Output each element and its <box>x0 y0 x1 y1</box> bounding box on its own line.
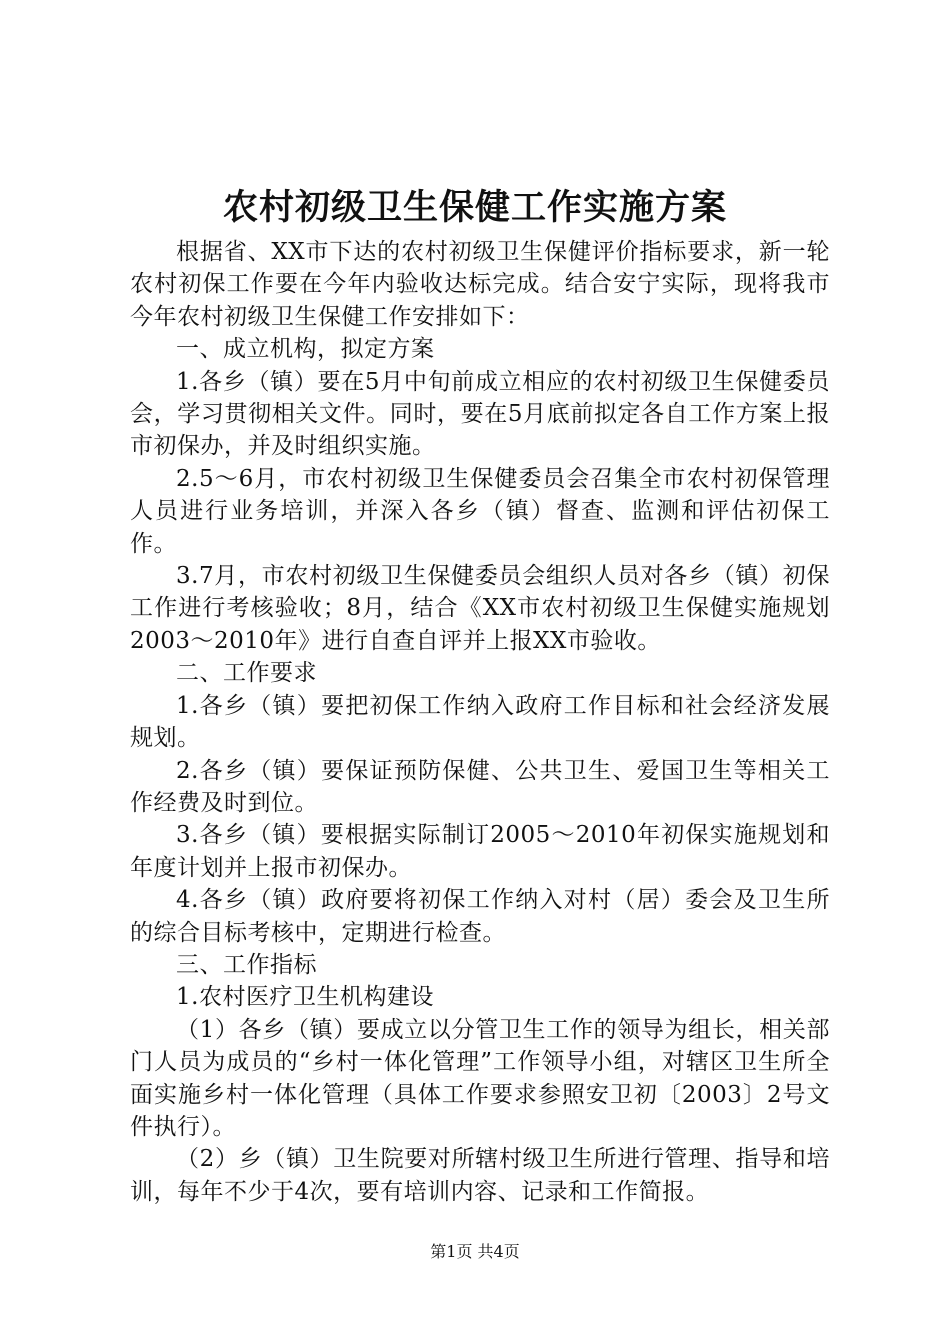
document-body <box>130 236 830 1208</box>
document-title: 农村初级卫生保健工作实施方案 <box>222 187 727 228</box>
paragraph-2-2: 2.各乡（镇）要保证预防保健、公共卫生、爱国卫生等相关工作经费及时到位。 <box>130 757 830 816</box>
paragraph-2-1: 1.各乡（镇）要把初保工作纳入政府工作目标和社会经济发展规划。 <box>130 692 830 752</box>
paragraph-2-4: 4.各乡（镇）政府要将初保工作纳入对村（居）委会及卫生所的综合目标考核中，定期进行检查。 <box>130 887 830 946</box>
subsection-heading-3-1: 1.农村医疗卫生机构建设 <box>176 984 434 1011</box>
paragraph-1-2: 2.5～6月，市农村初级卫生保健委员会召集全市农村初保管理人员进行业务培训，并深入各乡（镇）督查、监测和评估初保工作。 <box>130 465 830 557</box>
paragraph-2-3: 3.各乡（镇）要根据实际制订2005～2010年初保实施规划和年度计划并上报市初保办。 <box>130 822 830 881</box>
section-heading-3: 三、工作指标 <box>176 951 317 978</box>
paragraph-intro: 根据省、XX市下达的农村初级卫生保健评价指标要求，新一轮农村初保工作要在今年内验收达标完成。结合安宁实际，现将我市今年农村初级卫生保健工作安排如下： <box>130 239 830 330</box>
section-heading-2: 二、工作要求 <box>176 660 317 687</box>
paragraph-1-1: 1.各乡（镇）要在5月中旬前成立相应的农村初级卫生保健委员会，学习贯彻相关文件。同时，要在5月底前拟定各自工作方案上报市初保办，并及时组织实施。 <box>130 368 830 460</box>
section-heading-1: 一、成立机构，拟定方案 <box>176 336 435 363</box>
paragraph-3-1-2: （2）乡（镇）卫生院要对所辖村级卫生所进行管理、指导和培训，每年不少于4次，要有培训内容、记录和工作简报。 <box>130 1146 830 1205</box>
page-footer: 第1页 共4页 <box>430 1242 520 1261</box>
paragraph-1-3: 3.7月，市农村初级卫生保健委员会组织人员对各乡（镇）初保工作进行考核验收；8月，结合《XX市农村初级卫生保健实施规划2003～2010年》进行自查自评并上报XX市验收。 <box>130 563 830 654</box>
paragraph-3-1-1: （1）各乡（镇）要成立以分管卫生工作的领导为组长，相关部门人员为成员的“乡村一体化管理”工作领导小组，对辖区卫生所全面实施乡村一体化管理（具体工作要求参照安卫初〔2003〕2号文件执行）。 <box>130 1016 830 1140</box>
